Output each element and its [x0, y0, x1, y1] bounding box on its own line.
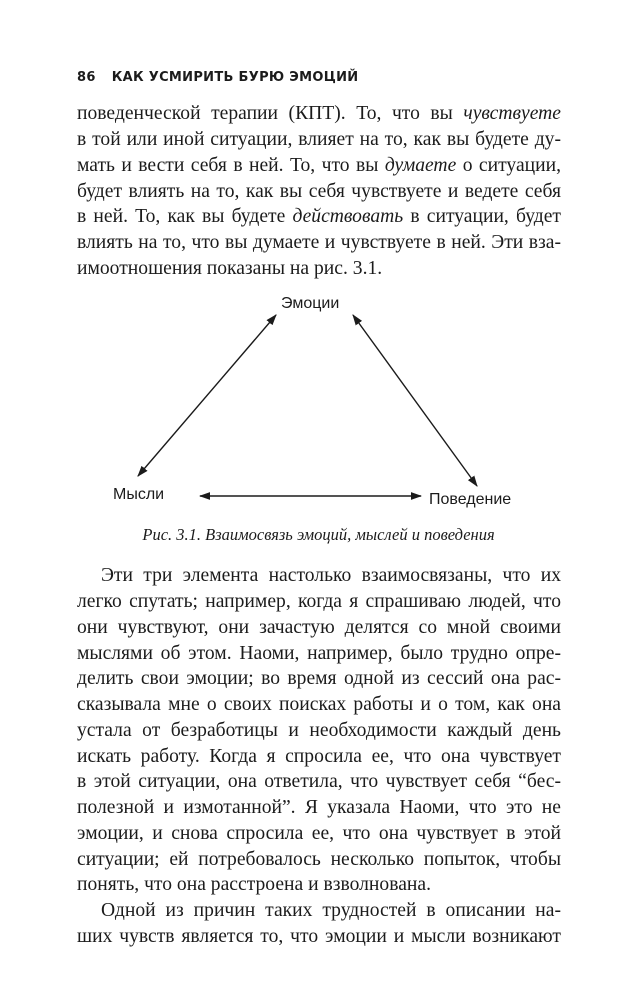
body-line: понять, что она расстроена и взволнована. — [77, 874, 431, 895]
text-run: имоотношения показаны на рис. 3.1. — [77, 258, 383, 279]
body-line: они чувствуют, они зачастую делятся со мной своими — [77, 617, 561, 638]
body-line: устала от безработицы и необходимости каждый день — [77, 720, 561, 741]
italic-run: действовать — [292, 206, 404, 227]
text-run: мать и вести себя в ней. То, что вы — [77, 155, 385, 176]
body-line: Одной из причин таких трудностей в описании на- — [101, 900, 561, 921]
text-run: в ситуации, будет — [403, 206, 561, 227]
body-line: Эти три элемента настолько взаимосвязаны, что их — [101, 565, 561, 586]
node-emotions: Эмоции — [281, 295, 340, 312]
node-behavior: Поведение — [429, 491, 512, 508]
text-run: будет влиять на то, как вы себя чувствуете и ведете себя — [77, 181, 561, 202]
italic-run: чувствуете — [463, 103, 561, 124]
body-line: мыслями об этом. Наоми, например, было трудно опре- — [77, 643, 561, 664]
body-line: делить свои эмоции; во время одной из сессий она рас- — [77, 668, 561, 689]
node-thoughts: Мысли — [113, 486, 165, 503]
body-line: ситуации; ей потребовалось несколько попыток, чтобы — [77, 849, 561, 870]
book-title: КАК УСМИРИТЬ БУРЮ ЭМОЦИЙ — [111, 70, 359, 85]
arrow-emotions-behavior — [353, 315, 477, 486]
text-run: в той или иной ситуации, влияет на то, как вы будете ду- — [77, 129, 561, 150]
text-run: поведенческой терапии (КПТ). То, что вы — [77, 103, 464, 124]
page-number: 86 — [77, 70, 96, 85]
arrow-emotions-thoughts — [138, 315, 276, 476]
text-run: в ней. То, как вы будете — [77, 206, 293, 227]
text-run: влиять на то, что вы думаете и чувствуете в ней. Эти вза- — [77, 232, 561, 253]
body-line: сказывала мне о своих поисках работы и о том, как она — [77, 694, 561, 715]
body-line: в этой ситуации, она ответила, что чувствует себя “бес- — [77, 771, 561, 792]
body-line: ших чувств является то, что эмоции и мысли возникают — [77, 926, 561, 947]
italic-run: думаете — [384, 155, 457, 176]
body-line: полезной и измотанной”. Я указала Наоми, что это не — [77, 797, 561, 818]
body-line: эмоции, и снова спросила ее, что она чувствует в этой — [77, 823, 561, 844]
body-line: искать работу. Когда я спросила ее, что она чувствует — [77, 746, 561, 767]
figure-caption: Рис. 3.1. Взаимосвязь эмоций, мыслей и поведения — [142, 525, 495, 544]
body-line: легко спутать; например, когда я спрашиваю людей, что — [77, 591, 561, 612]
text-run: о ситуации, — [456, 155, 562, 176]
